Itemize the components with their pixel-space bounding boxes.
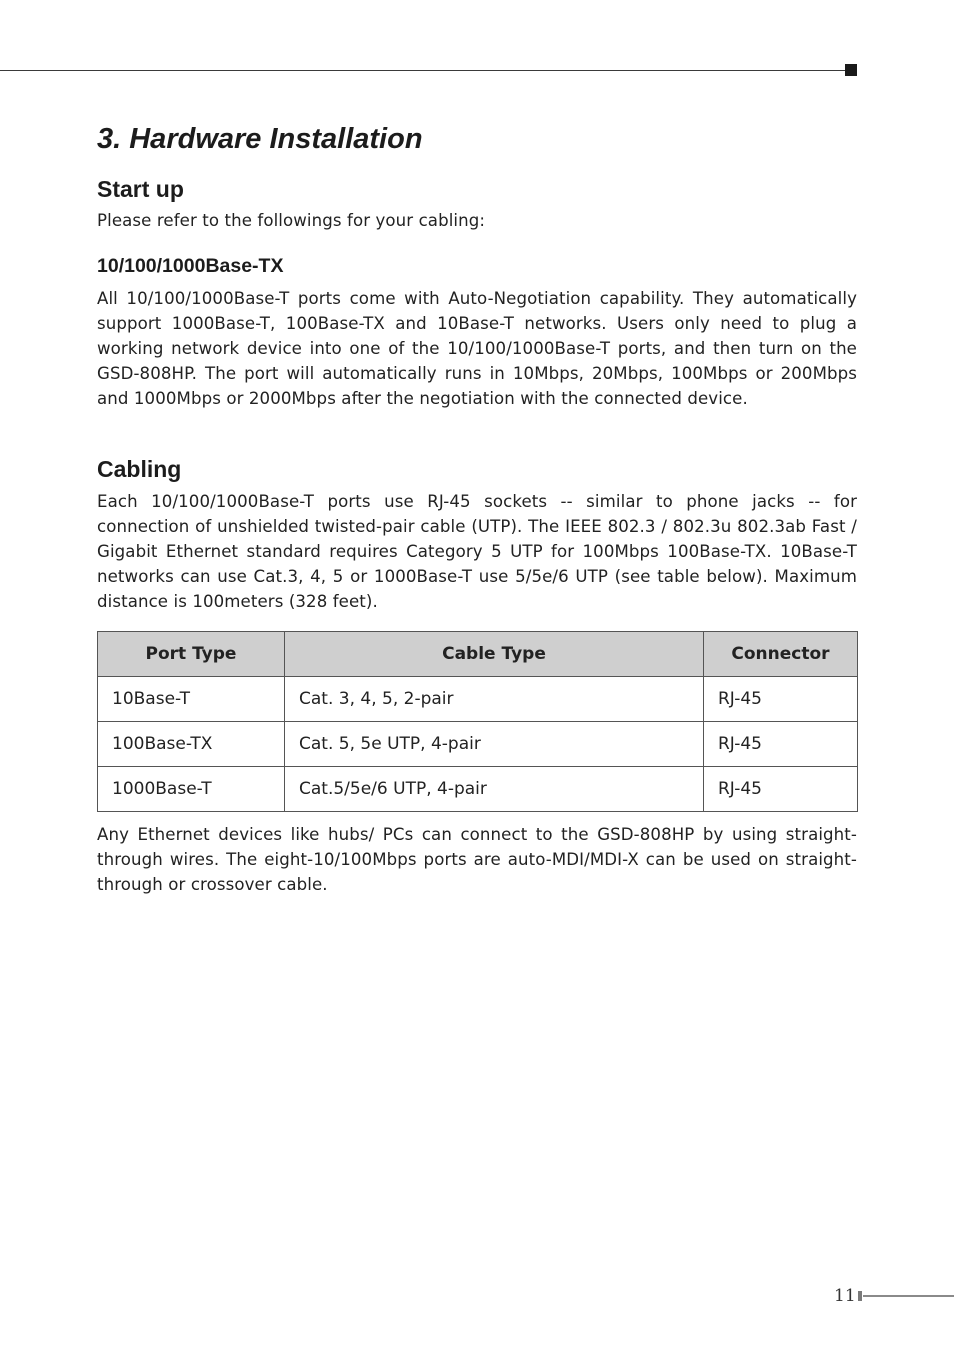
cell-port-type: 100Base-TX	[98, 722, 285, 767]
table-row	[98, 767, 858, 812]
closing-paragraph: Any Ethernet devices like hubs/ PCs can connect to the GSD-808HP by using straight-through wires. The eight-10/100Mbps ports are auto-MDI/MDI-X can be used on straight-through or crossover cable.	[97, 825, 857, 894]
table-row	[98, 677, 858, 722]
header-rule	[0, 70, 846, 71]
startup-intro: Please refer to the followings for your cabling:	[97, 211, 486, 230]
cell-connector: RJ-45	[704, 722, 858, 767]
cabling-heading: Cabling	[97, 456, 182, 482]
base-tx-paragraph: All 10/100/1000Base-T ports come with Auto-Negotiation capability. They automatically support 1000Base-T, 100Base-TX and 10Base-T networks. Users only need to plug a working network device into one of the 10/100/1000Base-T ports, and then turn on the GSD-808HP. The port will automatically runs in 10Mbps, 20Mbps, 100Mbps or 200Mbps and 1000Mbps or 2000Mbps after the negotiation with the connected device.	[97, 289, 857, 408]
cell-cable-type: Cat.5/5e/6 UTP, 4-pair	[285, 767, 704, 812]
cell-port-type: 1000Base-T	[98, 767, 285, 812]
footer-rule	[863, 1295, 954, 1297]
cell-cable-type: Cat. 3, 4, 5, 2-pair	[285, 677, 704, 722]
cell-cable-type: Cat. 5, 5e UTP, 4-pair	[285, 722, 704, 767]
page-number: 11	[834, 1286, 856, 1306]
base-tx-subheading: 10/100/1000Base-TX	[97, 255, 284, 277]
cell-port-type: 10Base-T	[98, 677, 285, 722]
header-port-type: Port Type	[98, 632, 285, 677]
footer-mark	[858, 1291, 862, 1301]
header-square-mark	[845, 64, 857, 76]
cell-connector: RJ-45	[704, 767, 858, 812]
header-cable-type: Cable Type	[285, 632, 704, 677]
cell-connector: RJ-45	[704, 677, 858, 722]
cabling-paragraph: Each 10/100/1000Base-T ports use RJ-45 sockets -- similar to phone jacks -- for connection of unshielded twisted-pair cable (UTP). The IEEE 802.3 / 802.3u 802.3ab Fast / Gigabit Ethernet standard requires Category 5 UTP for 100Mbps 100Base-TX. 10Base-T networks can use Cat.3, 4, 5 or 1000Base-T use 5/5e/6 UTP (see table below). Maximum distance is 100meters (328 feet).	[97, 492, 857, 611]
table-row	[98, 722, 858, 767]
chapter-title: 3. Hardware Installation	[97, 123, 423, 155]
cable-table	[97, 631, 858, 812]
startup-heading: Start up	[97, 176, 184, 202]
header-connector: Connector	[704, 632, 858, 677]
table-header-row	[98, 632, 858, 677]
